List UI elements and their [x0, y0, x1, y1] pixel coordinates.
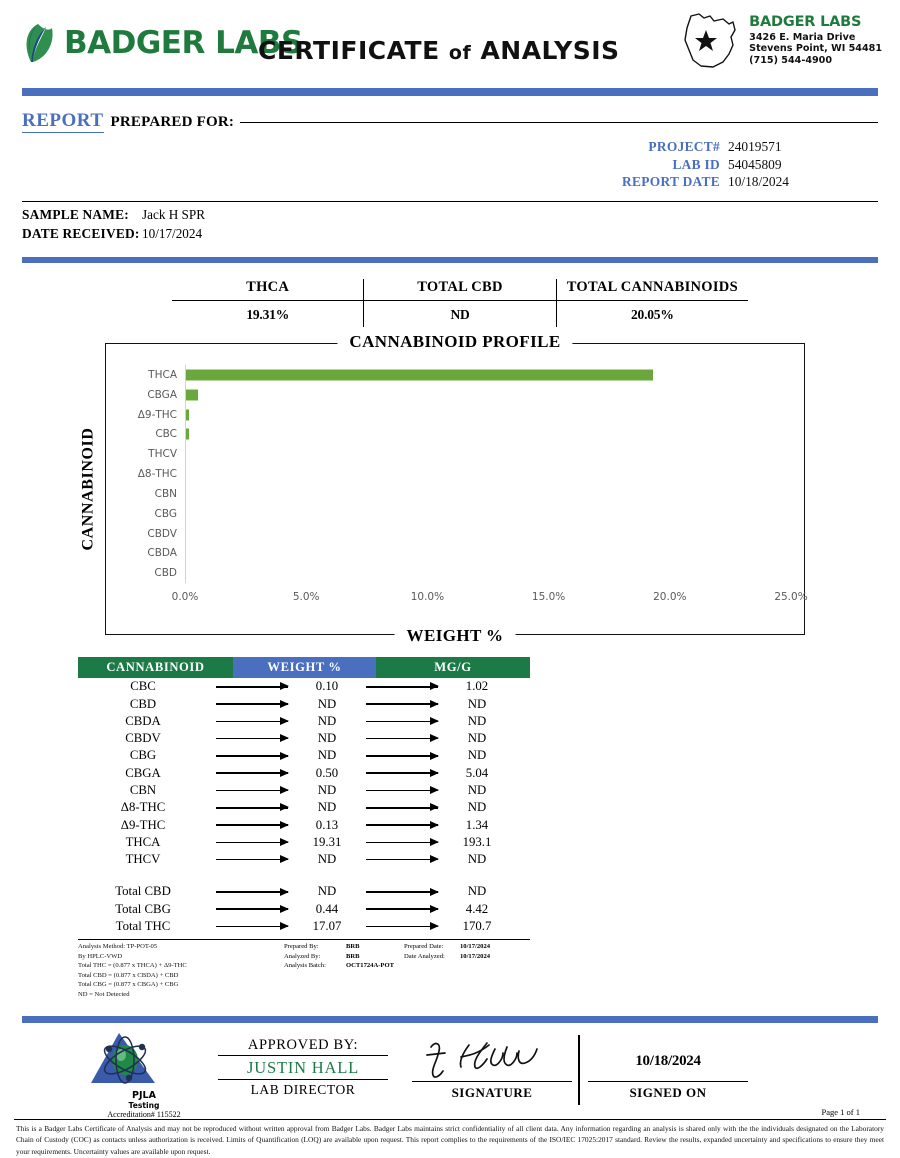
cell-weight: ND: [296, 783, 358, 798]
arrow-icon: [358, 891, 446, 893]
page-title: [258, 36, 620, 65]
meta-row: [22, 173, 878, 191]
disclaimer-text: This is a Badger Labs Certificate of Analysis and may not be reproduced without written approval from Badger Labs. Badger Labs maintains strict confidentiality of all client data. Any information regarding an analysis is shared only with the the individuals designated on the Laboratory Chain of Custody (COC) as contacts unless authorization is received. Limits of Quantification (LOQ) are available upon request. This report complies to the requirements of the ISO/IEC 17025:2017 standard. Review the results, expanded uncertainty and specifications to ensure they meet your requirements. Uncertainty values are available upon request.: [16, 1123, 884, 1158]
lab-address-block: [677, 10, 882, 72]
arrow-icon: [358, 703, 446, 705]
footnote-row: [284, 952, 530, 962]
footnote-prepared-info: [278, 942, 530, 999]
footnote-key: Analyzed By:: [284, 952, 346, 962]
footnote-methods: [78, 942, 278, 999]
wisconsin-map-icon: [677, 10, 743, 72]
table-row: [78, 747, 530, 764]
arrow-icon: [208, 686, 296, 688]
results-table-spacer: [78, 868, 530, 883]
cell-mgg: ND: [446, 748, 508, 763]
pjla-name: PJLA: [80, 1090, 208, 1101]
summary-header: THCA: [172, 279, 363, 300]
chart-title: CANNABINOID PROFILE: [337, 332, 572, 352]
chart-category-label: Δ9-THC: [138, 409, 177, 421]
results-table-header: [78, 657, 530, 678]
cell-cannabinoid: CBGA: [78, 766, 208, 781]
pjla-logo-icon: [85, 1029, 203, 1089]
cell-mgg: 1.34: [446, 818, 508, 833]
table-row: [78, 695, 530, 712]
cell-weight: 17.07: [296, 919, 358, 934]
cell-weight: ND: [296, 748, 358, 763]
lab-phone: (715) 544-4900: [749, 55, 882, 67]
pjla-accreditation-block: [80, 1029, 208, 1119]
footnote-value2: 10/17/2024: [460, 942, 490, 952]
chart-x-tick: 25.0%: [774, 591, 807, 603]
cell-weight: 0.13: [296, 818, 358, 833]
cell-weight: ND: [296, 884, 358, 899]
summary-table: [172, 279, 748, 327]
sample-label: SAMPLE NAME:: [22, 206, 142, 225]
cell-weight: 19.31: [296, 835, 358, 850]
cell-cannabinoid: THCA: [78, 835, 208, 850]
cell-mgg: 5.04: [446, 766, 508, 781]
footnote-line: ND = Not Detected: [78, 990, 278, 1000]
chart-category-label: CBN: [155, 488, 177, 500]
cell-cannabinoid: Total CBD: [78, 884, 208, 899]
sample-row: [22, 206, 878, 225]
chart-x-tick: 0.0%: [172, 591, 199, 603]
arrow-icon: [358, 859, 446, 861]
cell-weight: 0.10: [296, 679, 358, 694]
summary-cell: [172, 279, 363, 327]
chart-category-label: CBDV: [147, 528, 177, 540]
cell-cannabinoid: CBDA: [78, 714, 208, 729]
summary-section: [22, 279, 878, 327]
chart-category-label: CBDA: [147, 547, 177, 559]
chart-bars: [185, 365, 791, 583]
cell-weight: ND: [296, 714, 358, 729]
lab-address-text: [749, 10, 882, 67]
cell-weight: ND: [296, 852, 358, 867]
summary-divider-bar: [22, 257, 878, 263]
cell-cannabinoid: CBD: [78, 697, 208, 712]
meta-value: 10/18/2024: [720, 173, 878, 191]
approval-section: [22, 1023, 878, 1119]
footnote-value: BRB: [346, 952, 404, 962]
table-row: [78, 678, 530, 695]
pjla-subtitle: Testing: [80, 1101, 208, 1110]
cell-cannabinoid: Total CBG: [78, 902, 208, 917]
cell-mgg: ND: [446, 800, 508, 815]
arrow-icon: [208, 891, 296, 893]
signature-caption: SIGNATURE: [412, 1082, 572, 1101]
approved-by-label: APPROVED BY:: [218, 1037, 388, 1056]
meta-row: [22, 156, 878, 174]
cell-mgg: ND: [446, 783, 508, 798]
report-prepared-for-heading: [22, 110, 878, 133]
approved-by-block: [218, 1037, 388, 1098]
column-header-mgg: MG/G: [376, 657, 530, 678]
results-table-totals: [78, 883, 530, 935]
cell-mgg: ND: [446, 697, 508, 712]
sample-divider: [22, 201, 878, 202]
table-row: [78, 834, 530, 851]
table-row: [78, 765, 530, 782]
summary-cell: [363, 279, 555, 327]
cannabinoid-profile-chart: [105, 343, 805, 635]
footnote-row: [284, 961, 530, 971]
summary-header: TOTAL CANNABINOIDS: [557, 279, 748, 300]
cell-cannabinoid: CBC: [78, 679, 208, 694]
chart-category-label: Δ8-THC: [138, 468, 177, 480]
chart-bar: [186, 389, 198, 400]
arrow-icon: [208, 703, 296, 705]
footnote-key: Prepared By:: [284, 942, 346, 952]
approval-vertical-divider: [578, 1035, 580, 1105]
signature-image: [412, 1037, 572, 1081]
meta-value: 24019571: [720, 138, 878, 156]
cell-mgg: 1.02: [446, 679, 508, 694]
table-row: [78, 901, 530, 918]
meta-label: REPORT DATE: [622, 173, 720, 191]
report-word: REPORT: [22, 110, 104, 133]
table-row: [78, 799, 530, 816]
footnote-key2: Date Analyzed:: [404, 952, 460, 962]
arrow-icon: [208, 738, 296, 740]
page-header: [0, 0, 900, 88]
meta-label: LAB ID: [672, 156, 720, 174]
chart-category-label: CBD: [154, 567, 177, 579]
arrow-icon: [358, 686, 446, 688]
arrow-icon: [208, 755, 296, 757]
chart-bar: [186, 409, 189, 420]
arrow-icon: [208, 721, 296, 723]
meta-value: 54045809: [720, 156, 878, 174]
lab-company-name: BADGER LABS: [749, 14, 882, 32]
footnote-key: Analysis Batch:: [284, 961, 346, 971]
chart-x-tick: 20.0%: [653, 591, 686, 603]
disclaimer-divider: [14, 1119, 886, 1120]
footnote-line: Total CBG = (0.877 x CBGA) + CBG: [78, 980, 278, 990]
cell-mgg: ND: [446, 884, 508, 899]
summary-value: 19.31%: [172, 301, 363, 327]
table-row: [78, 816, 530, 833]
footnote-value: BRB: [346, 942, 404, 952]
arrow-icon: [208, 926, 296, 928]
arrow-icon: [358, 790, 446, 792]
approver-title: LAB DIRECTOR: [218, 1080, 388, 1098]
arrow-icon: [358, 721, 446, 723]
footnote-line: Total CBD = (0.877 x CBDA) + CBD: [78, 971, 278, 981]
chart-bar: [186, 429, 189, 440]
report-info-section: [0, 110, 900, 243]
report-meta-list: [22, 138, 878, 191]
sample-value: Jack H SPR: [142, 206, 205, 225]
cell-cannabinoid: CBG: [78, 748, 208, 763]
chart-bar: [186, 369, 653, 380]
arrow-icon: [208, 790, 296, 792]
chart-y-axis-label-text: CANNABINOID: [80, 428, 98, 551]
leaf-icon: [22, 22, 56, 64]
pjla-accreditation-number: Accreditation# 115522: [80, 1110, 208, 1119]
signature-block: [412, 1037, 572, 1101]
table-row: [78, 730, 530, 747]
arrow-icon: [358, 824, 446, 826]
arrow-icon: [358, 926, 446, 928]
title-main: CERTIFICATE: [258, 36, 440, 65]
chart-category-label: THCV: [148, 448, 177, 460]
column-header-weight: WEIGHT %: [233, 657, 376, 678]
arrow-icon: [358, 908, 446, 910]
table-row: [78, 918, 530, 935]
chart-x-tick: 5.0%: [293, 591, 320, 603]
signed-on-date: 10/18/2024: [588, 1037, 748, 1081]
heading-rule: [240, 122, 878, 123]
arrow-icon: [208, 859, 296, 861]
cell-mgg: 170.7: [446, 919, 508, 934]
footnote-value: OCT1724A-POT: [346, 961, 404, 971]
cell-cannabinoid: CBN: [78, 783, 208, 798]
footnote-line: By HPLC-VWD: [78, 952, 278, 962]
footnote-value2: 10/17/2024: [460, 952, 490, 962]
footnote-key2: [404, 961, 460, 971]
approval-divider-bar: [22, 1016, 878, 1023]
table-row: [78, 883, 530, 900]
chart-x-ticks: [185, 591, 791, 607]
cell-mgg: ND: [446, 714, 508, 729]
cell-mgg: ND: [446, 731, 508, 746]
title-end: ANALYSIS: [480, 36, 619, 65]
prepared-for-label: PREPARED FOR:: [111, 114, 235, 131]
summary-header: TOTAL CBD: [364, 279, 555, 300]
sample-value: 10/17/2024: [142, 225, 202, 244]
table-row: [78, 782, 530, 799]
cell-weight: ND: [296, 800, 358, 815]
signed-on-caption: SIGNED ON: [588, 1082, 748, 1101]
chart-x-axis-label: WEIGHT %: [395, 626, 516, 646]
cell-mgg: ND: [446, 852, 508, 867]
summary-cell: [556, 279, 748, 327]
arrow-icon: [208, 908, 296, 910]
meta-label: PROJECT#: [648, 138, 720, 156]
chart-plot-area: [123, 365, 791, 617]
footnote-line: Total THC = (0.877 x THCA) + Δ9-THC: [78, 961, 278, 971]
brand-name: BADGER LABS: [64, 28, 303, 59]
chart-x-tick: 10.0%: [411, 591, 444, 603]
cell-cannabinoid: THCV: [78, 852, 208, 867]
page-number: Page 1 of 1: [822, 1107, 860, 1117]
arrow-icon: [208, 807, 296, 809]
cell-mgg: 193.1: [446, 835, 508, 850]
cell-cannabinoid: CBDV: [78, 731, 208, 746]
arrow-icon: [208, 824, 296, 826]
results-table: [78, 657, 530, 935]
chart-x-tick: 15.0%: [532, 591, 565, 603]
table-row: [78, 713, 530, 730]
cell-weight: ND: [296, 697, 358, 712]
summary-value: 20.05%: [557, 301, 748, 327]
chart-category-label: CBC: [155, 428, 177, 440]
cell-weight: 0.44: [296, 902, 358, 917]
results-table-body: [78, 678, 530, 868]
header-divider-bar: [22, 88, 878, 96]
cell-cannabinoid: Δ9-THC: [78, 818, 208, 833]
sample-label: DATE RECEIVED:: [22, 225, 142, 244]
table-row: [78, 851, 530, 868]
arrow-icon: [358, 738, 446, 740]
footnote-key2: Prepared Date:: [404, 942, 460, 952]
chart-category-label: CBG: [155, 508, 178, 520]
column-header-cannabinoid: CANNABINOID: [78, 657, 233, 678]
signed-on-block: [588, 1037, 748, 1101]
lab-address-line2: Stevens Point, WI 54481: [749, 43, 882, 55]
title-of: of: [449, 42, 471, 64]
lab-address-line1: 3426 E. Maria Drive: [749, 32, 882, 44]
footnote-line: Analysis Method: TP-POT-05: [78, 942, 278, 952]
summary-value: ND: [364, 301, 555, 327]
sample-row: [22, 225, 878, 244]
arrow-icon: [358, 772, 446, 774]
cell-weight: ND: [296, 731, 358, 746]
arrow-icon: [208, 842, 296, 844]
meta-row: [22, 138, 878, 156]
analysis-footnotes: [78, 939, 530, 999]
arrow-icon: [358, 755, 446, 757]
cell-cannabinoid: Total THC: [78, 919, 208, 934]
arrow-icon: [358, 842, 446, 844]
approver-name: JUSTIN HALL: [218, 1056, 388, 1080]
footnote-row: [284, 942, 530, 952]
arrow-icon: [208, 772, 296, 774]
chart-category-labels: [123, 365, 183, 583]
chart-category-label: CBGA: [147, 389, 177, 401]
cell-cannabinoid: Δ8-THC: [78, 800, 208, 815]
sample-info-list: [22, 206, 878, 243]
arrow-icon: [358, 807, 446, 809]
cell-mgg: 4.42: [446, 902, 508, 917]
cell-weight: 0.50: [296, 766, 358, 781]
chart-category-label: THCA: [148, 369, 177, 381]
